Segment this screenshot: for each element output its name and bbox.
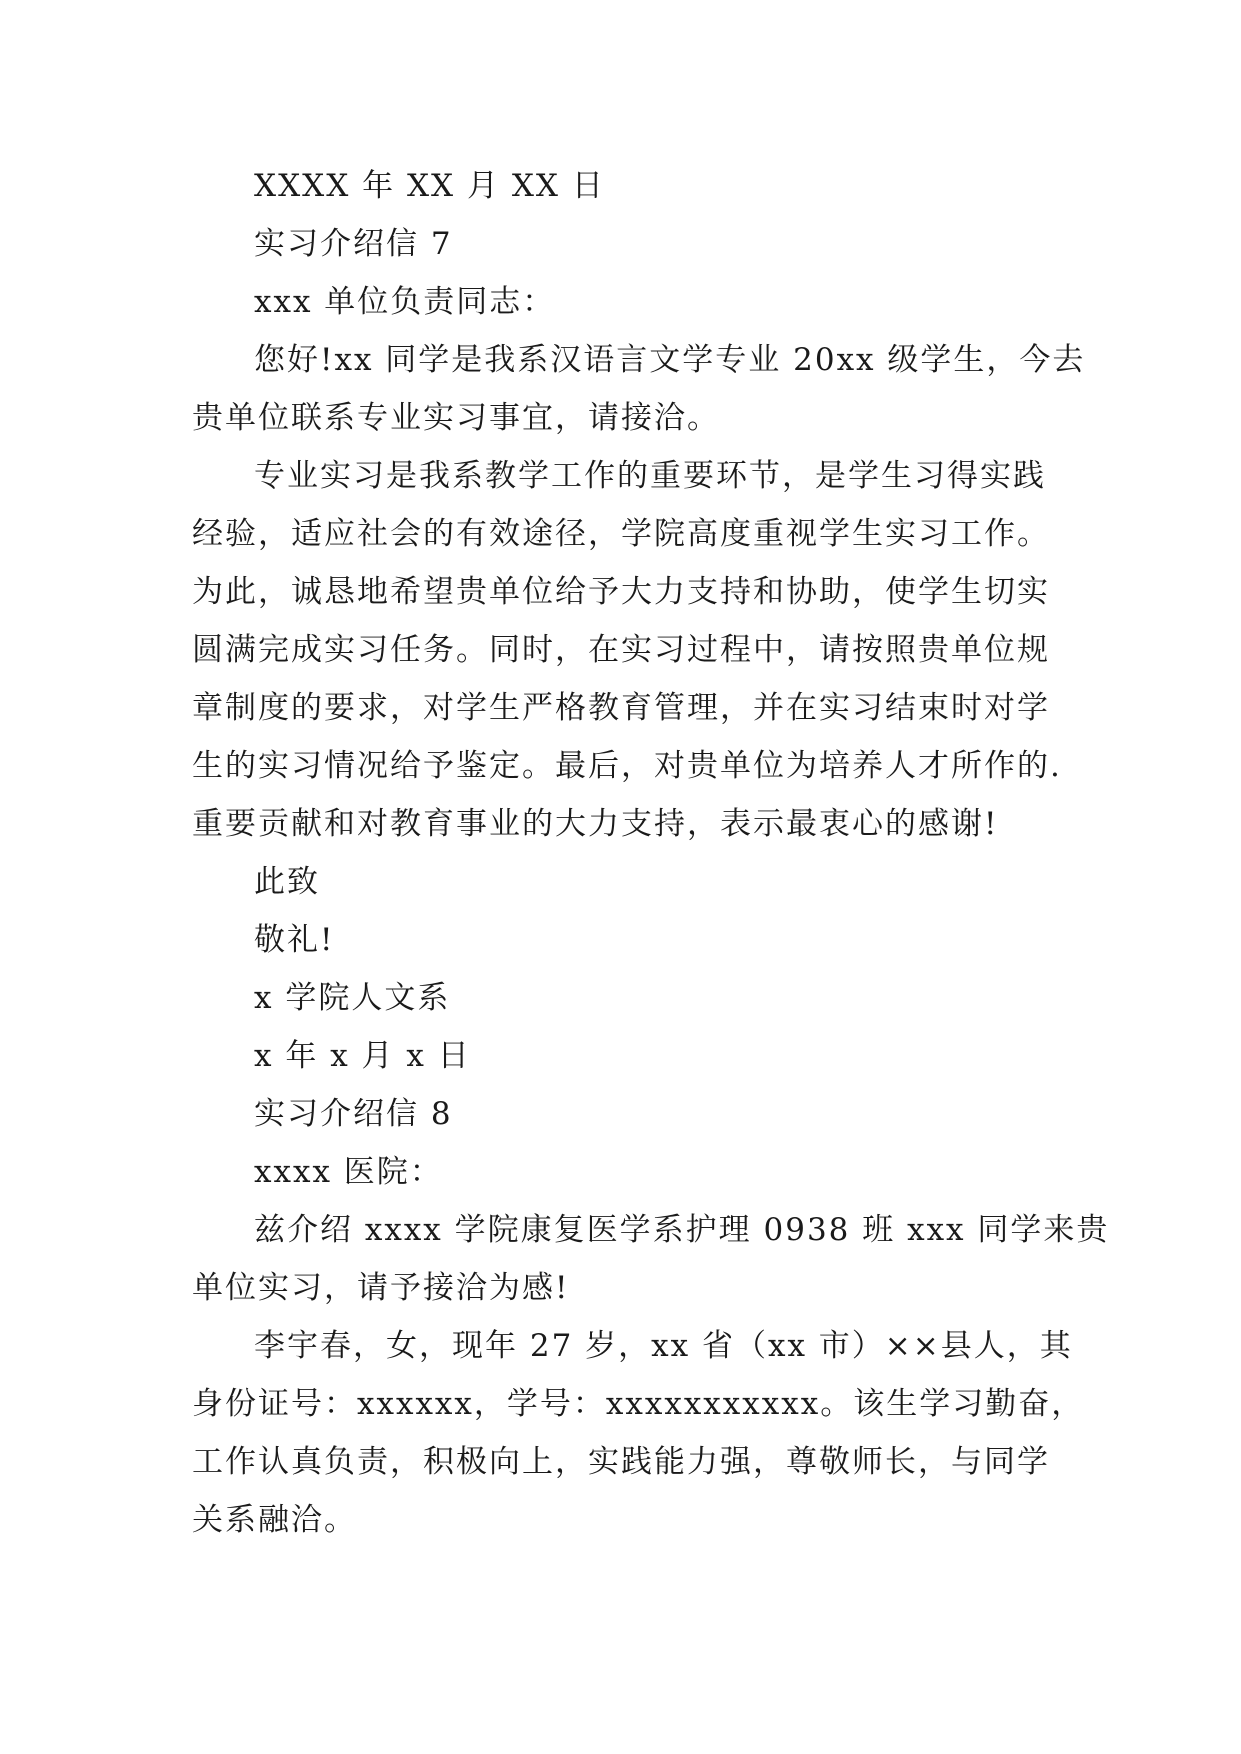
text-line: XXXX 年 XX 月 XX 日: [254, 168, 605, 204]
text-line: 圆满完成实习任务。同时，在实习过程中，请按照贵单位规: [192, 632, 1050, 668]
text-line: x 年 x 月 x 日: [254, 1038, 471, 1074]
text-line: xxxx 医院：: [254, 1154, 443, 1190]
text-line: 工作认真负责，积极向上，实践能力强，尊敬师长，与同学: [192, 1444, 1050, 1480]
text-line: 单位实习，请予接洽为感!: [192, 1270, 570, 1306]
text-line: 身份证号：xxxxxx，学号：xxxxxxxxxxx。该生学习勤奋，: [192, 1386, 1085, 1422]
text-line: 敬礼!: [254, 922, 335, 958]
text-line: 为此，诚恳地希望贵单位给予大力支持和协助，使学生切实: [192, 574, 1050, 610]
text-line: 生的实习情况给予鉴定。最后，对贵单位为培养人才所作的.: [192, 748, 1062, 784]
text-line: 实习介绍信 8: [254, 1096, 453, 1132]
text-line: xxx 单位负责同志：: [254, 284, 556, 320]
text-line: 经验，适应社会的有效途径，学院高度重视学生实习工作。: [192, 516, 1050, 552]
text-line: 李宇春，女，现年 27 岁，xx 省（xx 市）××县人，其: [254, 1328, 1073, 1364]
letter-body: [192, 157, 1110, 1549]
text-line: 兹介绍 xxxx 学院康复医学系护理 0938 班 xxx 同学来贵: [254, 1212, 1110, 1248]
text-line: 关系融洽。: [192, 1502, 357, 1538]
text-line: 您好!xx 同学是我系汉语言文学专业 20xx 级学生，今去: [254, 342, 1086, 378]
text-line: 实习介绍信 7: [254, 226, 453, 262]
text-line: 此致: [254, 864, 320, 900]
text-line: x 学院人文系: [254, 980, 451, 1016]
text-line: 重要贡献和对教育事业的大力支持，表示最衷心的感谢!: [192, 806, 999, 842]
text-line: 贵单位联系专业实习事宜，请接洽。: [192, 400, 720, 436]
text-line: 章制度的要求，对学生严格教育管理，并在实习结束时对学: [192, 690, 1050, 726]
text-line: 专业实习是我系教学工作的重要环节，是学生习得实践: [254, 458, 1046, 494]
